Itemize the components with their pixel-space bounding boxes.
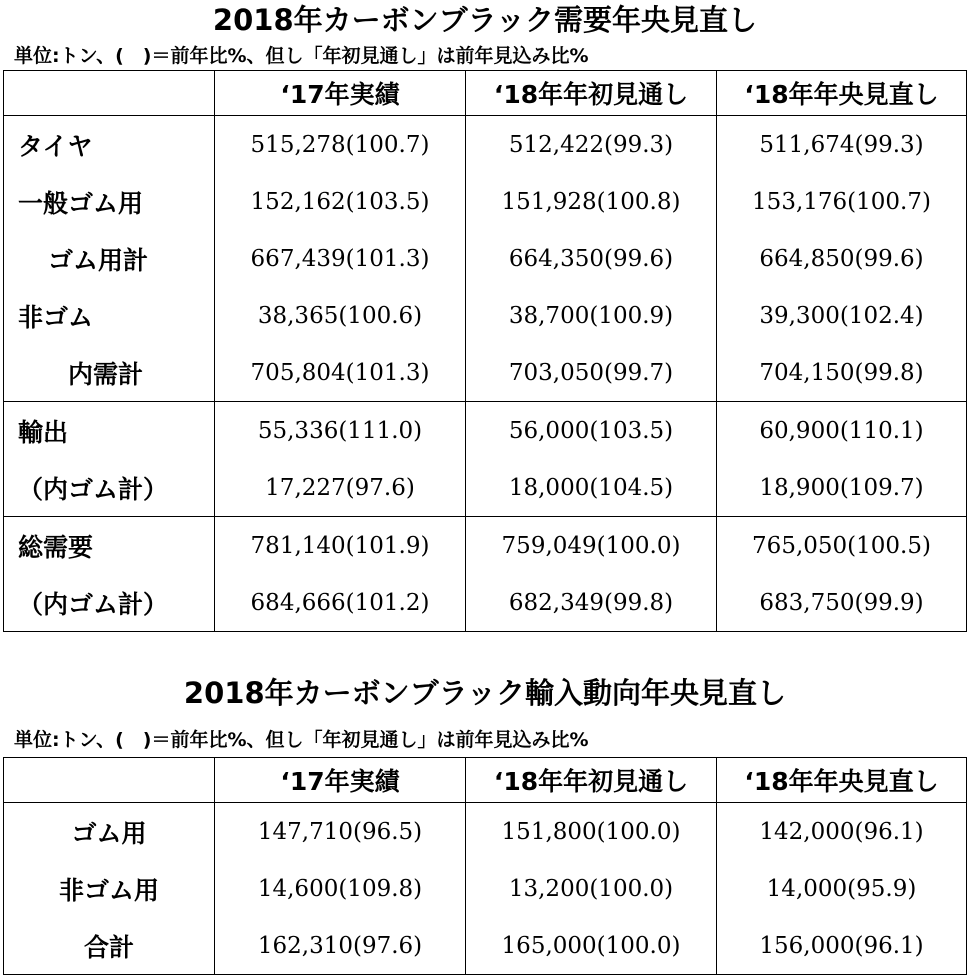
value-cell: 17,227(97.6): [215, 459, 466, 517]
header-cell-2018-initial: ‘18年年初見通し: [466, 71, 717, 116]
row-label: 非ゴム: [4, 287, 215, 344]
value-cell: 39,300(102.4): [717, 287, 967, 344]
value-cell: 165,000(100.0): [466, 917, 717, 975]
value-cell: 13,200(100.0): [466, 860, 717, 917]
row-label: タイヤ: [4, 116, 215, 174]
table-row: [4, 287, 967, 344]
header-cell-empty: [4, 71, 215, 116]
value-cell: 60,900(110.1): [717, 402, 967, 460]
value-cell: 38,700(100.9): [466, 287, 717, 344]
row-label: 非ゴム用: [4, 860, 215, 917]
imports-header-row: [4, 758, 967, 803]
row-label: ゴム用: [4, 803, 215, 861]
table-row: [4, 574, 967, 632]
value-cell: 703,050(99.7): [466, 344, 717, 402]
value-cell: 765,050(100.5): [717, 517, 967, 575]
value-cell: 759,049(100.0): [466, 517, 717, 575]
row-label: 総需要: [4, 517, 215, 575]
value-cell: 55,336(111.0): [215, 402, 466, 460]
value-cell: 151,928(100.8): [466, 173, 717, 230]
table-row: [4, 344, 967, 402]
table-row: [4, 459, 967, 517]
demand-title: 2018年カーボンブラック需要年央見直し: [212, 3, 758, 37]
header-cell-2018-midyear: ‘18年年央見直し: [717, 71, 967, 116]
value-cell: 18,900(109.7): [717, 459, 967, 517]
table-row: [4, 860, 967, 917]
value-cell: 684,666(101.2): [215, 574, 466, 632]
value-cell: 14,600(109.8): [215, 860, 466, 917]
value-cell: 56,000(103.5): [466, 402, 717, 460]
value-cell: 683,750(99.9): [717, 574, 967, 632]
table-row: [4, 116, 967, 174]
demand-header-row: [4, 71, 967, 116]
value-cell: 162,310(97.6): [215, 917, 466, 975]
header-cell-2017-actual: ‘17年実績: [215, 71, 466, 116]
value-cell: 664,850(99.6): [717, 230, 967, 287]
table-row: [4, 803, 967, 861]
value-cell: 704,150(99.8): [717, 344, 967, 402]
value-cell: 512,422(99.3): [466, 116, 717, 174]
header-cell-2017-actual: ‘17年実績: [215, 758, 466, 803]
imports-title: 2018年カーボンブラック輸入動向年央見直し: [183, 676, 787, 710]
table-row: [4, 230, 967, 287]
row-label: 輸出: [4, 402, 215, 460]
value-cell: 682,349(99.8): [466, 574, 717, 632]
value-cell: 151,800(100.0): [466, 803, 717, 861]
row-label: 合計: [4, 917, 215, 975]
value-cell: 153,176(100.7): [717, 173, 967, 230]
value-cell: 142,000(96.1): [717, 803, 967, 861]
table-row: [4, 917, 967, 975]
table-row: [4, 517, 967, 575]
value-cell: 14,000(95.9): [717, 860, 967, 917]
row-label: ゴム用計: [4, 230, 215, 287]
value-cell: 667,439(101.3): [215, 230, 466, 287]
header-cell-empty: [4, 758, 215, 803]
row-label: 一般ゴム用: [4, 173, 215, 230]
imports-unit-note: 単位:トン、( )＝前年比%、但し「年初見通し」は前年見込み比%: [14, 729, 589, 751]
header-cell-2018-midyear: ‘18年年央見直し: [717, 758, 967, 803]
value-cell: 515,278(100.7): [215, 116, 466, 174]
demand-unit-note: 単位:トン、( )＝前年比%、但し「年初見通し」は前年見込み比%: [14, 45, 589, 67]
value-cell: 147,710(96.5): [215, 803, 466, 861]
table-row: [4, 402, 967, 460]
row-label: （内ゴム計）: [4, 574, 215, 632]
value-cell: 38,365(100.6): [215, 287, 466, 344]
value-cell: 781,140(101.9): [215, 517, 466, 575]
demand-table: [3, 70, 967, 632]
row-label: （内ゴム計）: [4, 459, 215, 517]
value-cell: 511,674(99.3): [717, 116, 967, 174]
value-cell: 664,350(99.6): [466, 230, 717, 287]
table-row: [4, 173, 967, 230]
value-cell: 18,000(104.5): [466, 459, 717, 517]
value-cell: 156,000(96.1): [717, 917, 967, 975]
value-cell: 705,804(101.3): [215, 344, 466, 402]
value-cell: 152,162(103.5): [215, 173, 466, 230]
row-label: 内需計: [4, 344, 215, 402]
header-cell-2018-initial: ‘18年年初見通し: [466, 758, 717, 803]
imports-table: [3, 757, 967, 975]
